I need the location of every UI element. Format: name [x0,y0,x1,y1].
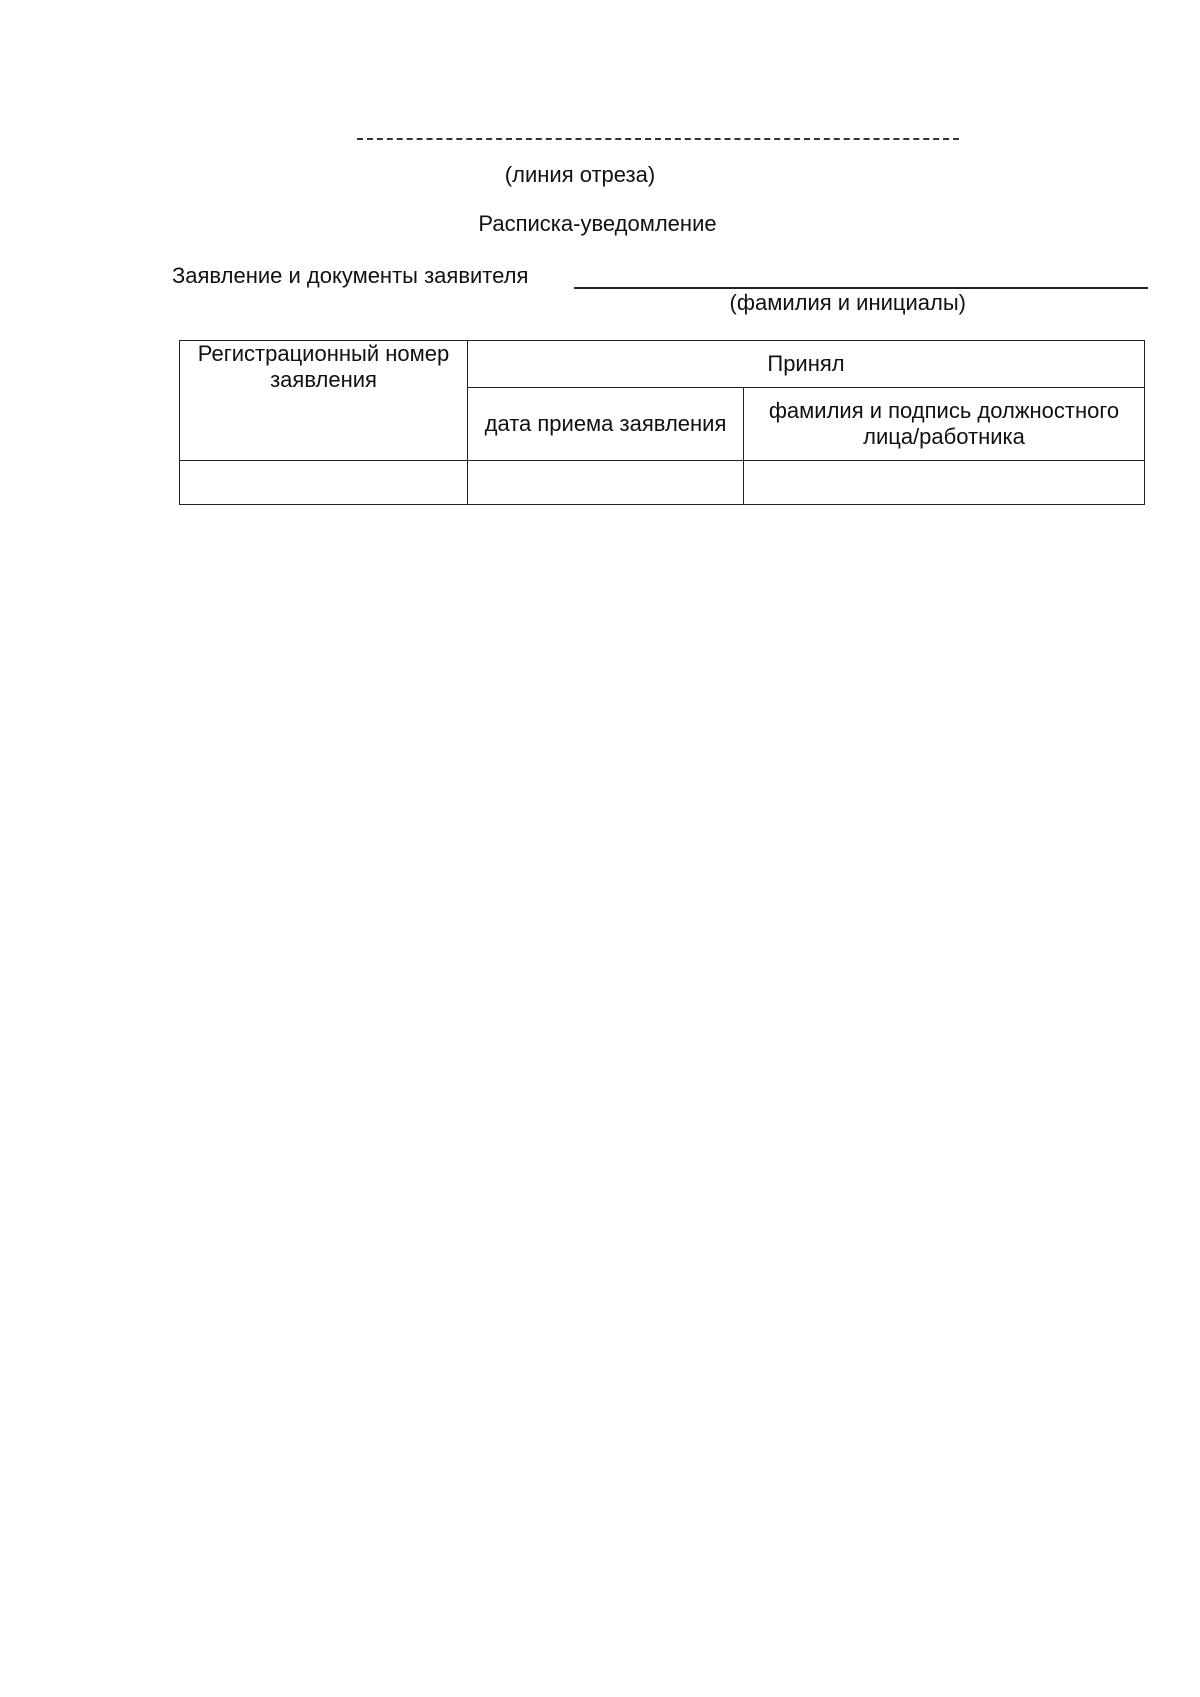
signature-header: фамилия и подпись должностного лица/работника [744,388,1145,461]
applicant-name-field[interactable] [574,287,1148,289]
reg-number-header: Регистрационный номер заявления [180,341,468,461]
table-row [180,461,1145,505]
cut-line-divider [357,138,959,140]
date-cell[interactable] [468,461,744,505]
applicant-name-caption: (фамилия и инициалы) [729,290,966,315]
signature-cell[interactable] [744,461,1145,505]
document-title: Расписка-уведомление [478,211,717,236]
receipt-table [179,340,1145,505]
cut-line-caption: (линия отреза) [504,162,656,187]
accepted-header: Принял [468,341,1145,388]
reg-number-cell[interactable] [180,461,468,505]
table-header-row [180,341,1145,388]
applicant-label: Заявление и документы заявителя [172,263,529,288]
date-header: дата приема заявления [468,388,744,461]
